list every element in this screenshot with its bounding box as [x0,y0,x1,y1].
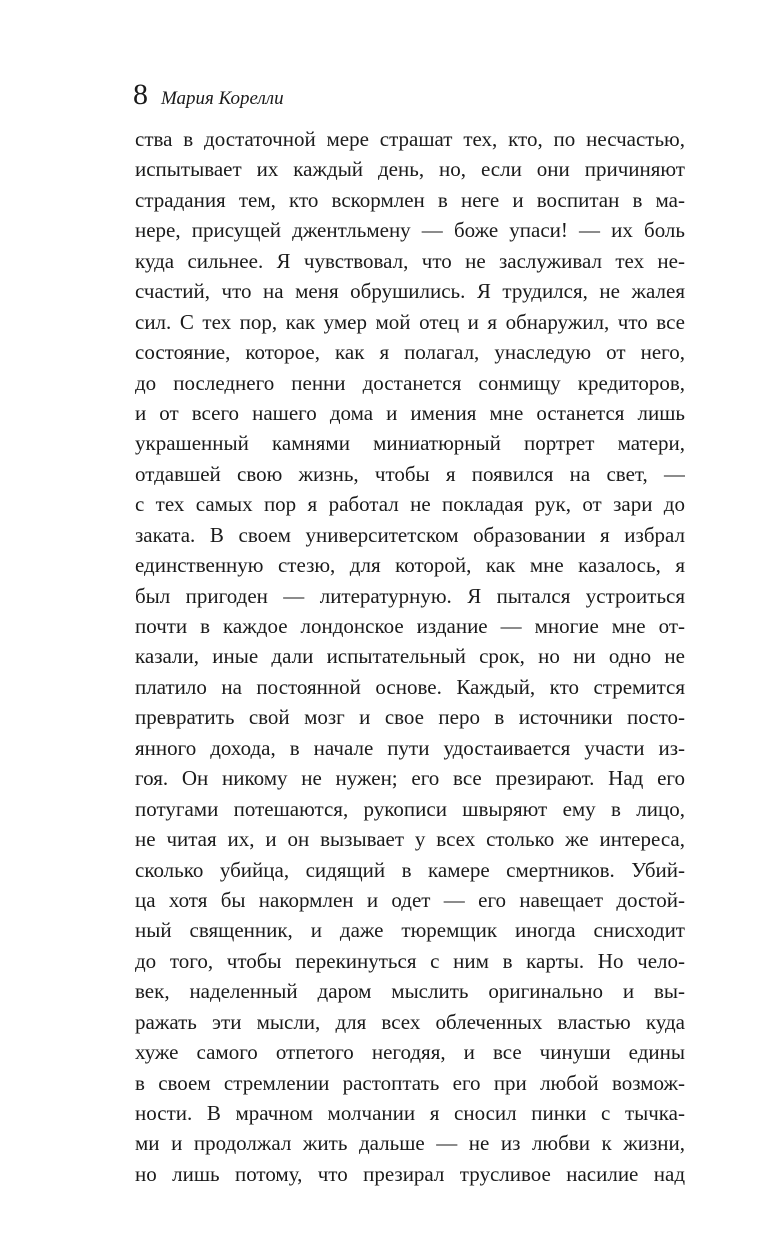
text-line: с тех самых пор я работал не покладая рук, от зари до [135,492,685,517]
text-line: казали, иные дали испытательный срок, но ни одно не [135,644,685,669]
text-line: почти в каждое лондонское издание — многие мне от- [135,614,685,638]
page-number: 8 [133,78,148,111]
text-line: сколько убийца, сидящий в камере смертников. Убий- [135,857,685,882]
text-line: сил. С тех пор, как умер мой отец и я обнаружил, что все [135,309,685,334]
text-line: счастий, что на меня обрушились. Я трудился, не жалея [135,279,685,304]
text-line: единственную стезю, для которой, как мне казалось, я [135,553,685,578]
text-line: и от всего нашего дома и имения мне останется лишь [135,400,685,425]
text-line: отдавшей свою жизнь, чтобы я появился на свет, — [135,461,685,486]
text-line: нере, присущей джентльмену — боже упаси! — их боль [135,218,685,243]
text-line: куда сильнее. Я чувствовал, что не заслуживал тех не- [135,248,685,273]
text-line: ми и продолжал жить дальше — не из любви к жизни, [135,1131,685,1156]
text-line: не читая их, и он вызывает у всех столько же интереса, [135,827,685,852]
text-line: но лишь потому, что презирал трусливое насилие над [135,1161,685,1186]
text-line: век, наделенный даром мыслить оригинально и вы- [135,979,685,1004]
text-line: ства в достаточной мере страшат тех, кто, по несчастью, [135,127,685,151]
text-line: в своем стремлении растоптать его при любой возмож- [135,1070,685,1095]
text-line: хуже самого отпетого негодяя, и все чинуши едины [135,1040,685,1065]
text-line: ца хотя бы накормлен и одет — его навещает достой- [135,887,685,912]
text-line: гоя. Он никому не нужен; его все презирают. Над его [135,766,685,791]
text-line: платило на постоянной основе. Каждый, кто стремится [135,674,685,699]
text-line: янного дохода, в начале пути удостаивается участи из- [135,735,685,760]
text-line: ражать эти мысли, для всех облеченных властью куда [135,1009,685,1034]
text-line: состояние, которое, как я полагал, унаследую от него, [135,340,685,365]
text-line: был пригоден — литературную. Я пытался устроиться [135,583,685,608]
text-line: превратить свой мозг и свое перо в источники посто- [135,705,685,730]
body-text [135,124,685,1189]
running-title: Мария Корелли [161,88,284,109]
text-line: страдания тем, кто вскормлен в неге и воспитан в ма- [135,187,685,212]
text-line: до последнего пенни достанется сонмищу кредиторов, [135,370,685,395]
text-line: испытывает их каждый день, но, если они причиняют [135,157,685,182]
text-line: ный священник, и даже тюремщик иногда снисходит [135,918,685,943]
text-line: ности. В мрачном молчании я сносил пинки с тычка- [135,1101,685,1125]
text-line: украшенный камнями миниатюрный портрет матери, [135,431,685,456]
text-line: заката. В своем университетском образовании я избрал [135,522,685,547]
text-line: потугами потешаются, рукописи швыряют ему в лицо, [135,796,685,821]
page-header [133,80,284,120]
text-line: до того, чтобы перекинуться с ним в карты. Но чело- [135,948,685,973]
